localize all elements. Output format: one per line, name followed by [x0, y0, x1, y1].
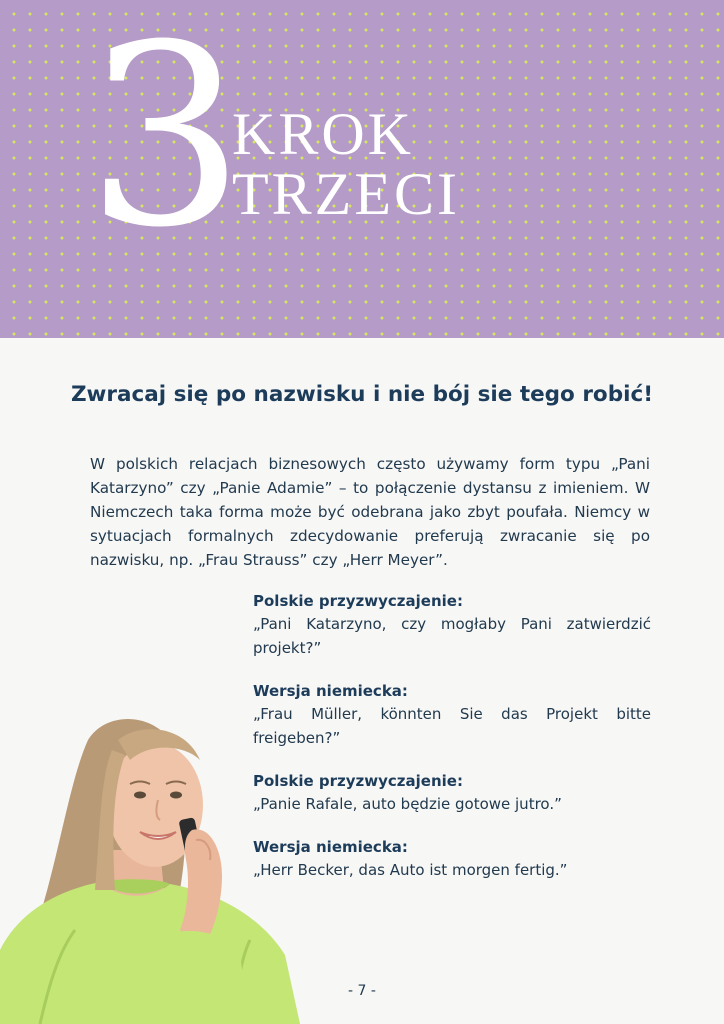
example-label: Wersja niemiecka: — [253, 838, 408, 856]
example-label: Wersja niemiecka: — [253, 682, 408, 700]
example-text: „Pani Katarzyno, czy mogłaby Pani zatwierdzić projekt?” — [253, 615, 651, 657]
example-item — [253, 590, 651, 660]
woman-on-phone-photo — [0, 700, 320, 1024]
step-title-line-2: TRZECI — [232, 161, 460, 227]
example-text: „Herr Becker, das Auto ist morgen fertig.” — [253, 861, 568, 879]
example-text: „Frau Müller, könnten Sie das Projekt bitte freigeben?” — [253, 705, 651, 747]
example-text: „Panie Rafale, auto będzie gotowe jutro.” — [253, 795, 562, 813]
step-title-line-1: KROK — [232, 101, 415, 167]
header-banner — [0, 0, 724, 338]
intro-paragraph: W polskich relacjach biznesowych często używamy form typu „Pani Katarzyno” czy „Panie Adamie” – to połączenie dystansu z imieniem. W Niemczech taka forma może być odebrana jako zbyt poufała. Niemcy w sytuacjach formalnych zdecydowanie preferują zwracanie się po nazwisku, np. „Frau Strauss” czy „Herr Meyer”. — [90, 455, 650, 569]
example-label: Polskie przyzwyczajenie: — [253, 772, 463, 790]
example-label: Polskie przyzwyczajenie: — [253, 592, 463, 610]
headline: Zwracaj się po nazwisku i nie bój sie tego robić! — [70, 382, 654, 407]
page-number: - 7 - — [348, 983, 376, 999]
step-number: 3 — [86, 0, 246, 282]
